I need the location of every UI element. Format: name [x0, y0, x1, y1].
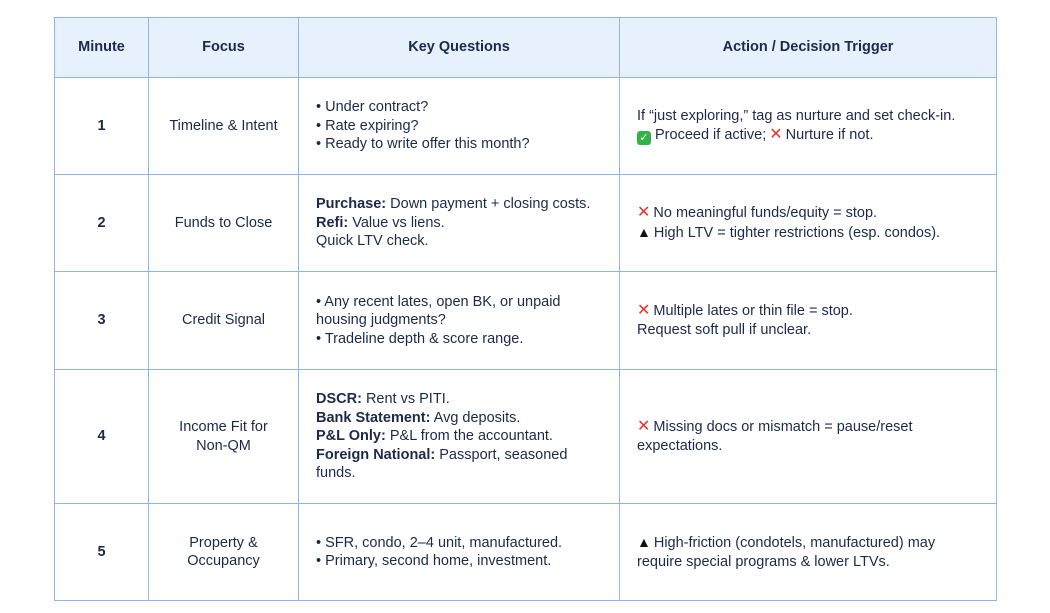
focus-cell: Timeline & Intent — [149, 78, 299, 175]
action-line: expectations. — [637, 437, 723, 454]
action-text: High-friction (condotels, manufactured) may — [653, 535, 936, 551]
question-text: Avg deposits. — [433, 409, 521, 426]
focus-cell: Funds to Close — [149, 175, 299, 272]
question-label: DSCR: — [316, 391, 362, 408]
question-text: P&L from the accountant. — [389, 428, 553, 445]
question-text: Passport, seasoned — [439, 446, 568, 463]
table-row — [55, 78, 997, 175]
table-row — [55, 504, 997, 601]
action-text: Multiple lates or thin file = stop. — [653, 303, 853, 319]
focus-cell: Credit Signal — [149, 272, 299, 370]
cross-mark-icon: ✕ — [769, 125, 783, 143]
question-line: housing judgments? — [316, 312, 446, 329]
action-line — [637, 533, 979, 553]
question-line: • Primary, second home, investment. — [316, 553, 552, 569]
question-label: Bank Statement: — [316, 409, 431, 426]
questions-cell — [299, 272, 620, 370]
questions-cell — [299, 78, 620, 175]
cross-mark-icon: ✕ — [637, 302, 651, 319]
question-line: • Any recent lates, open BK, or unpaid — [316, 293, 561, 310]
minute-cell: 2 — [55, 175, 149, 272]
question-label: Foreign National: — [316, 446, 436, 463]
action-line — [637, 204, 979, 223]
question-line: • SFR, condo, 2–4 unit, manufactured. — [316, 534, 563, 551]
question-line: • Under contract? — [316, 99, 429, 116]
action-text: Missing docs or mismatch = pause/reset — [653, 419, 913, 435]
action-text: High LTV = tighter restrictions (esp. condos). — [653, 224, 941, 241]
header-action-trigger: Action / Decision Trigger — [620, 18, 997, 78]
warning-icon: ▲ — [637, 534, 651, 550]
cross-mark-icon: ✕ — [637, 204, 651, 221]
minute-cell: 3 — [55, 272, 149, 370]
warning-icon: ▲ — [637, 223, 651, 240]
table-row — [55, 370, 997, 504]
action-line — [637, 126, 979, 145]
question-text: Rent vs PITI. — [365, 391, 450, 408]
focus-cell: Income Fit for Non-QM — [149, 370, 299, 504]
question-line — [316, 214, 602, 233]
question-line: • Tradeline depth & score range. — [316, 330, 524, 347]
minute-cell: 5 — [55, 504, 149, 601]
action-text: No meaningful funds/equity = stop. — [653, 205, 878, 221]
action-cell — [620, 78, 997, 175]
table-row — [55, 175, 997, 272]
questions-cell — [299, 370, 620, 504]
minute-cell: 1 — [55, 78, 149, 175]
question-line: Quick LTV check. — [316, 233, 429, 250]
questions-cell — [299, 504, 620, 601]
action-line: require special programs & lower LTVs. — [637, 553, 890, 570]
question-line: • Rate expiring? — [316, 117, 419, 134]
action-cell — [620, 504, 997, 601]
cross-mark-icon: ✕ — [637, 418, 651, 435]
action-line: Request soft pull if unclear. — [637, 321, 812, 338]
table-row — [55, 272, 997, 370]
action-cell — [620, 370, 997, 504]
action-line — [637, 302, 979, 321]
action-line: If “just exploring,” tag as nurture and set check-in. — [637, 108, 956, 125]
question-line — [316, 446, 602, 465]
minute-cell: 4 — [55, 370, 149, 504]
focus-cell: Property & Occupancy — [149, 504, 299, 601]
action-cell — [620, 175, 997, 272]
question-label: Purchase: — [316, 196, 387, 213]
action-line — [637, 418, 979, 437]
question-text: Down payment + closing costs. — [390, 196, 591, 213]
check-mark-icon: ✓ — [637, 131, 651, 145]
action-line — [637, 223, 979, 243]
question-line — [316, 427, 602, 446]
screening-table — [54, 17, 997, 601]
header-focus: Focus — [149, 18, 299, 78]
question-text: Value vs liens. — [352, 214, 445, 231]
header-minute: Minute — [55, 18, 149, 78]
question-line: • Ready to write offer this month? — [316, 136, 530, 153]
questions-cell — [299, 175, 620, 272]
header-key-questions: Key Questions — [299, 18, 620, 78]
question-label: P&L Only: — [316, 428, 386, 445]
question-line — [316, 409, 602, 428]
question-line — [316, 390, 602, 409]
question-line: funds. — [316, 465, 356, 482]
question-label: Refi: — [316, 214, 349, 231]
header-row — [55, 18, 997, 78]
action-cell — [620, 272, 997, 370]
question-line — [316, 195, 602, 214]
action-text: Proceed if active; — [655, 126, 767, 143]
action-text: Nurture if not. — [785, 126, 874, 143]
